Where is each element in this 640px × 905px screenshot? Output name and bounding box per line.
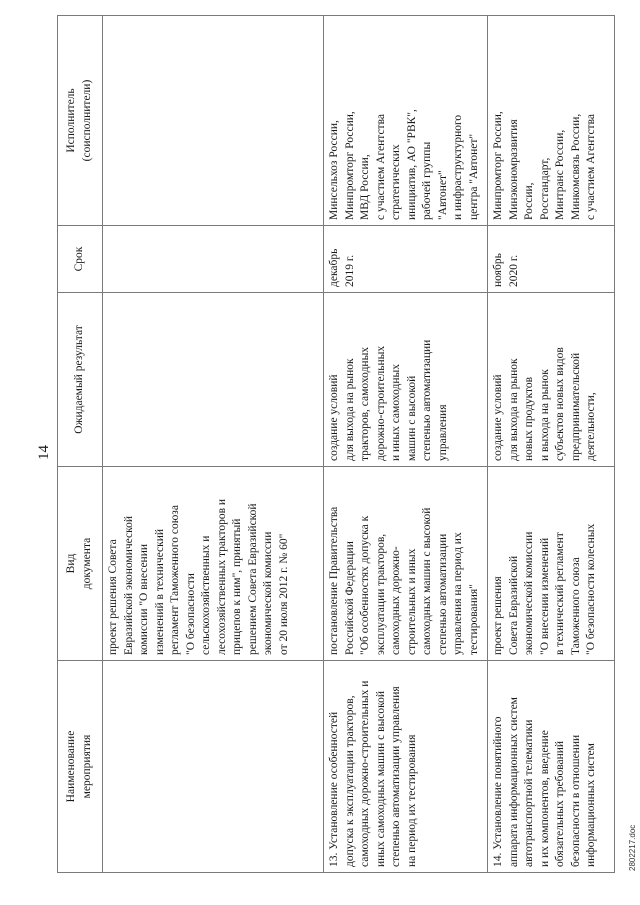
cell-executor: Минсельхоз России, Минпромторг России, МВД России, с участием Агентства стратегических инициатив, АО "РВК", рабочей группы "Автонет" и инфраструктурного центра "Автонет" xyxy=(324,16,488,226)
page-number: 14 xyxy=(36,445,52,460)
cell-result xyxy=(103,293,324,467)
measures-table xyxy=(57,15,615,873)
header-executor: Исполнитель (соисполнители) xyxy=(58,16,103,226)
cell-executor: Минпромторг России, Минэкономразвития России, Росстандарт, Минтранс России, Минкомсвязь России, с участием Агентства xyxy=(488,16,615,226)
cell-term: декабрь 2019 г. xyxy=(324,226,488,293)
table-row xyxy=(324,16,488,873)
cell-term: ноябрь 2020 г. xyxy=(488,226,615,293)
cell-doc-type: проект решения Совета Евразийской экономической комиссии "О внесении изменений в технический регламент Таможенного союза "О безопасности сельскохозяйственных и лесохозяйственных тракторов и прицепов к ним", принятый решением Совета Евразийской экономической комиссии от 20 июля 2012 г. № 60" xyxy=(103,467,324,661)
cell-result: создание условий для выхода на рынок новых продуктов и выхода на рынок субъектов новых видов предпринимательской деятельности, xyxy=(488,293,615,467)
table-header-row xyxy=(58,16,103,873)
cell-name: 13. Установление особенностей допуска к эксплуатации тракторов, самоходных дорожно-строительных и иных самоходных машин с высокой степенью автоматизации управления на период их тестирования xyxy=(324,661,488,873)
cell-name: 14. Установление понятийного аппарата информационных систем автотранспортной телематики и их компонентов, введение обязательных требований безопасности в отношении информационных систем xyxy=(488,661,615,873)
cell-doc-type: постановление Правительства Российской Федерации "Об особенностях допуска к эксплуатации тракторов, самоходных дорожно- строительных и иных самоходных машин с высокой степенью автоматизации управления на период их тестирования" xyxy=(324,467,488,661)
cell-doc-type: проект решения Совета Евразийской экономической комиссии "О внесении изменений в технический регламент Таможенного союза "О безопасности колесных xyxy=(488,467,615,661)
header-term: Срок xyxy=(58,226,103,293)
cell-name xyxy=(103,661,324,873)
cell-executor xyxy=(103,16,324,226)
table-row xyxy=(103,16,324,873)
header-doc-type: Вид документа xyxy=(58,467,103,661)
cell-result: создание условий для выхода на рынок тракторов, самоходных дорожно-строительных и иных самоходных машин с высокой степенью автоматизации управления xyxy=(324,293,488,467)
cell-term xyxy=(103,226,324,293)
header-result: Ожидаемый результат xyxy=(58,293,103,467)
table-row xyxy=(488,16,615,873)
header-name: Наименование мероприятия xyxy=(58,661,103,873)
file-name-footer: 2802217.doc xyxy=(628,824,637,871)
